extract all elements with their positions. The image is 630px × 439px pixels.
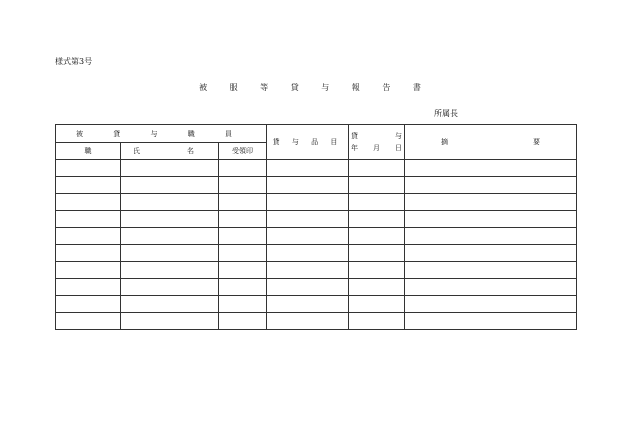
cell-position	[56, 177, 121, 194]
header-name-given: 名	[187, 147, 194, 155]
cell-remarks	[405, 160, 577, 177]
cell-loan-date	[349, 160, 405, 177]
cell-remarks	[405, 177, 577, 194]
cell-loan-date	[349, 194, 405, 211]
cell-name	[121, 262, 219, 279]
header-date-day: 日	[395, 144, 402, 152]
table-row	[56, 296, 577, 313]
header-loan-date-give: 与	[395, 132, 402, 140]
cell-loan-item	[267, 177, 349, 194]
cell-loan-item	[267, 279, 349, 296]
form-number: 様式第3号	[55, 57, 93, 66]
cell-loan-date	[349, 296, 405, 313]
cell-name	[121, 177, 219, 194]
header-loan-date	[349, 125, 405, 160]
header-name	[121, 143, 219, 160]
table-row	[56, 194, 577, 211]
header-remarks-right: 要	[533, 138, 540, 146]
table-row	[56, 211, 577, 228]
table-row	[56, 262, 577, 279]
cell-position	[56, 262, 121, 279]
cell-loan-date	[349, 279, 405, 296]
cell-remarks	[405, 211, 577, 228]
cell-receipt-seal	[219, 313, 267, 330]
cell-name	[121, 245, 219, 262]
cell-position	[56, 228, 121, 245]
cell-loan-date	[349, 313, 405, 330]
cell-remarks	[405, 296, 577, 313]
header-remarks	[405, 125, 577, 160]
header-remarks-left: 摘	[441, 138, 448, 146]
header-position: 職	[56, 143, 121, 160]
cell-loan-date	[349, 245, 405, 262]
cell-name	[121, 313, 219, 330]
cell-loan-date	[349, 228, 405, 245]
cell-loan-item	[267, 296, 349, 313]
cell-name	[121, 228, 219, 245]
table-row	[56, 313, 577, 330]
header-name-surname: 氏	[133, 147, 140, 155]
cell-loan-item	[267, 160, 349, 177]
cell-receipt-seal	[219, 160, 267, 177]
cell-loan-date	[349, 262, 405, 279]
cell-receipt-seal	[219, 279, 267, 296]
header-receipt-seal: 受領印	[219, 143, 267, 160]
cell-position	[56, 279, 121, 296]
document-title: 被 服 等 貸 与 報 告 書	[199, 83, 431, 92]
cell-loan-item	[267, 228, 349, 245]
cell-receipt-seal	[219, 245, 267, 262]
cell-loan-date	[349, 177, 405, 194]
table-row	[56, 279, 577, 296]
department-head-label: 所属長	[434, 109, 458, 118]
cell-name	[121, 211, 219, 228]
table-row	[56, 228, 577, 245]
cell-loan-date	[349, 211, 405, 228]
cell-receipt-seal	[219, 228, 267, 245]
cell-name	[121, 279, 219, 296]
header-loan-date-loan: 貸	[351, 132, 358, 140]
header-loan-item: 貸 与 品 目	[267, 125, 349, 160]
cell-name	[121, 296, 219, 313]
cell-loan-item	[267, 211, 349, 228]
cell-name	[121, 194, 219, 211]
cell-loan-item	[267, 194, 349, 211]
cell-loan-item	[267, 262, 349, 279]
table-row	[56, 245, 577, 262]
cell-remarks	[405, 228, 577, 245]
cell-receipt-seal	[219, 211, 267, 228]
header-date-year: 年	[351, 144, 358, 152]
cell-position	[56, 211, 121, 228]
cell-position	[56, 194, 121, 211]
cell-position	[56, 313, 121, 330]
cell-position	[56, 245, 121, 262]
cell-loan-item	[267, 245, 349, 262]
cell-receipt-seal	[219, 262, 267, 279]
cell-position	[56, 160, 121, 177]
table-row	[56, 177, 577, 194]
header-recipient-staff: 被 貸 与 職 員	[56, 125, 267, 143]
cell-remarks	[405, 194, 577, 211]
cell-remarks	[405, 279, 577, 296]
cell-remarks	[405, 245, 577, 262]
table-row	[56, 160, 577, 177]
cell-receipt-seal	[219, 194, 267, 211]
header-date-month: 月	[373, 144, 380, 152]
cell-loan-item	[267, 313, 349, 330]
cell-position	[56, 296, 121, 313]
cell-remarks	[405, 313, 577, 330]
cell-receipt-seal	[219, 177, 267, 194]
cell-receipt-seal	[219, 296, 267, 313]
cell-remarks	[405, 262, 577, 279]
cell-name	[121, 160, 219, 177]
loan-report-table	[55, 124, 577, 330]
